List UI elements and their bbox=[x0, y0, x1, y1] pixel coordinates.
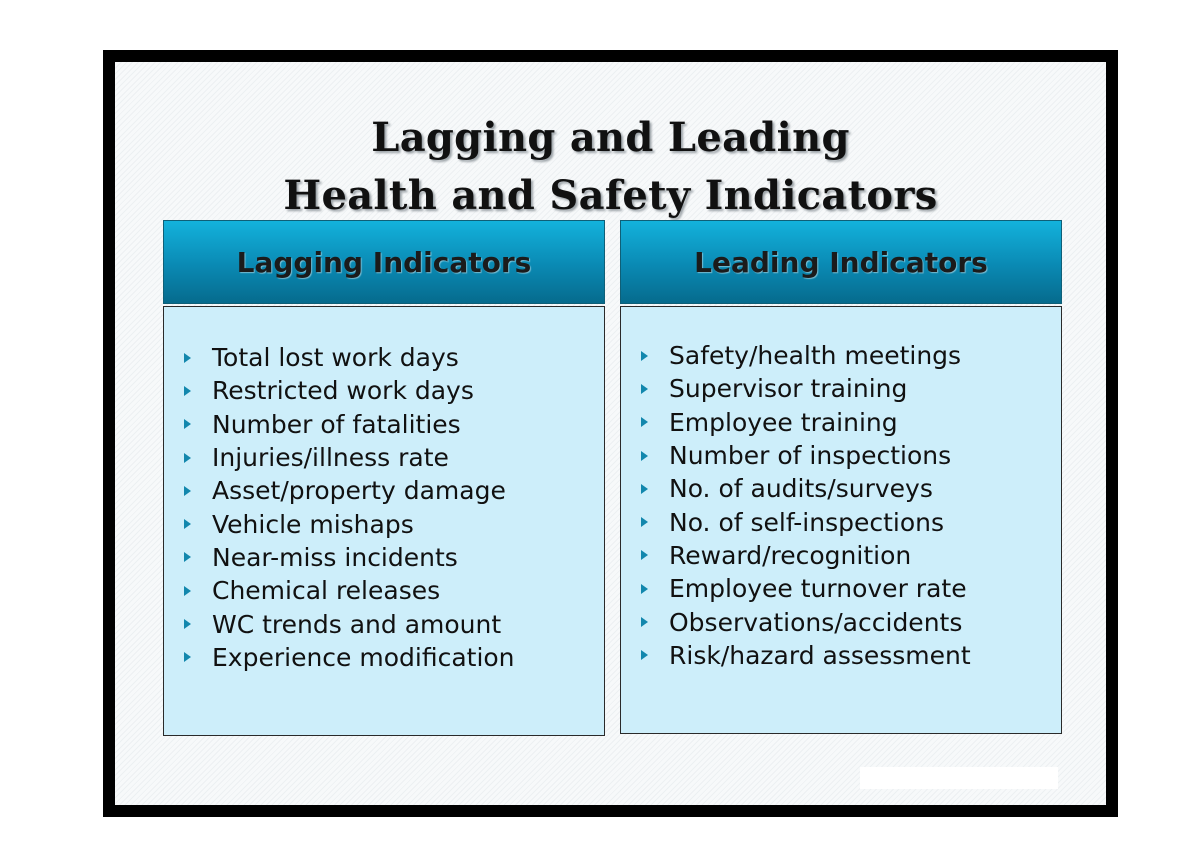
leading-item-label: Safety/health meetings bbox=[669, 341, 962, 371]
lagging-header: Lagging Indicators bbox=[163, 220, 605, 304]
leading-item bbox=[641, 572, 1061, 605]
leading-item bbox=[641, 639, 1061, 672]
lagging-item bbox=[184, 541, 604, 574]
triangle-right-icon bbox=[641, 650, 648, 660]
lagging-item-label: Injuries/illness rate bbox=[212, 443, 449, 473]
leading-item bbox=[641, 472, 1061, 505]
triangle-right-icon bbox=[641, 617, 648, 627]
title-line-1: Lagging and Leading bbox=[371, 114, 850, 161]
triangle-right-icon bbox=[184, 652, 191, 662]
triangle-right-icon bbox=[184, 486, 191, 496]
leading-item bbox=[641, 605, 1061, 638]
lagging-item bbox=[184, 507, 604, 540]
lagging-item bbox=[184, 574, 604, 607]
lagging-item-label: WC trends and amount bbox=[212, 609, 502, 639]
leading-item bbox=[641, 406, 1061, 439]
triangle-right-icon bbox=[184, 419, 191, 429]
leading-list-box bbox=[620, 306, 1062, 734]
triangle-right-icon bbox=[184, 519, 191, 529]
lagging-item-label: Chemical releases bbox=[212, 576, 441, 606]
lagging-item bbox=[184, 441, 604, 474]
triangle-right-icon bbox=[641, 517, 648, 527]
leading-item-label: Employee turnover rate bbox=[669, 574, 967, 604]
lagging-item bbox=[184, 641, 604, 674]
lagging-list-box bbox=[163, 306, 605, 736]
lagging-item bbox=[184, 408, 604, 441]
triangle-right-icon bbox=[184, 552, 191, 562]
lagging-item-label: Experience modification bbox=[212, 642, 515, 672]
lagging-item-label: Asset/property damage bbox=[212, 476, 506, 506]
triangle-right-icon bbox=[641, 584, 648, 594]
lagging-item bbox=[184, 607, 604, 640]
leading-item bbox=[641, 372, 1061, 405]
triangle-right-icon bbox=[184, 586, 191, 596]
lagging-item-label: Vehicle mishaps bbox=[212, 509, 414, 539]
leading-item-label: Reward/recognition bbox=[669, 540, 912, 570]
blank-label-area bbox=[860, 767, 1058, 789]
lagging-item bbox=[184, 374, 604, 407]
leading-item bbox=[641, 439, 1061, 472]
leading-item bbox=[641, 505, 1061, 538]
leading-list bbox=[641, 339, 1061, 672]
triangle-right-icon bbox=[184, 619, 191, 629]
leading-item-label: No. of self-inspections bbox=[669, 507, 945, 537]
triangle-right-icon bbox=[184, 386, 191, 396]
triangle-right-icon bbox=[641, 384, 648, 394]
triangle-right-icon bbox=[184, 453, 191, 463]
lagging-item-label: Number of fatalities bbox=[212, 409, 461, 439]
triangle-right-icon bbox=[641, 451, 648, 461]
leading-item-label: No. of audits/surveys bbox=[669, 474, 933, 504]
triangle-right-icon bbox=[641, 550, 648, 560]
leading-item-label: Risk/hazard assessment bbox=[669, 640, 971, 670]
triangle-right-icon bbox=[184, 353, 191, 363]
lagging-item bbox=[184, 341, 604, 374]
triangle-right-icon bbox=[641, 351, 648, 361]
leading-header: Leading Indicators bbox=[620, 220, 1062, 304]
slide-frame bbox=[103, 50, 1118, 817]
leading-item-label: Employee training bbox=[669, 407, 898, 437]
lagging-item-label: Near-miss incidents bbox=[212, 542, 458, 572]
triangle-right-icon bbox=[641, 417, 648, 427]
lagging-item-label: Total lost work days bbox=[212, 343, 459, 373]
lagging-list bbox=[184, 341, 604, 674]
title-line-2: Health and Safety Indicators bbox=[283, 172, 938, 219]
lagging-item-label: Restricted work days bbox=[212, 376, 474, 406]
triangle-right-icon bbox=[641, 484, 648, 494]
lagging-item bbox=[184, 474, 604, 507]
leading-item bbox=[641, 539, 1061, 572]
leading-item-label: Number of inspections bbox=[669, 441, 952, 471]
leading-item-label: Observations/accidents bbox=[669, 607, 963, 637]
leading-item-label: Supervisor training bbox=[669, 374, 908, 404]
leading-item bbox=[641, 339, 1061, 372]
